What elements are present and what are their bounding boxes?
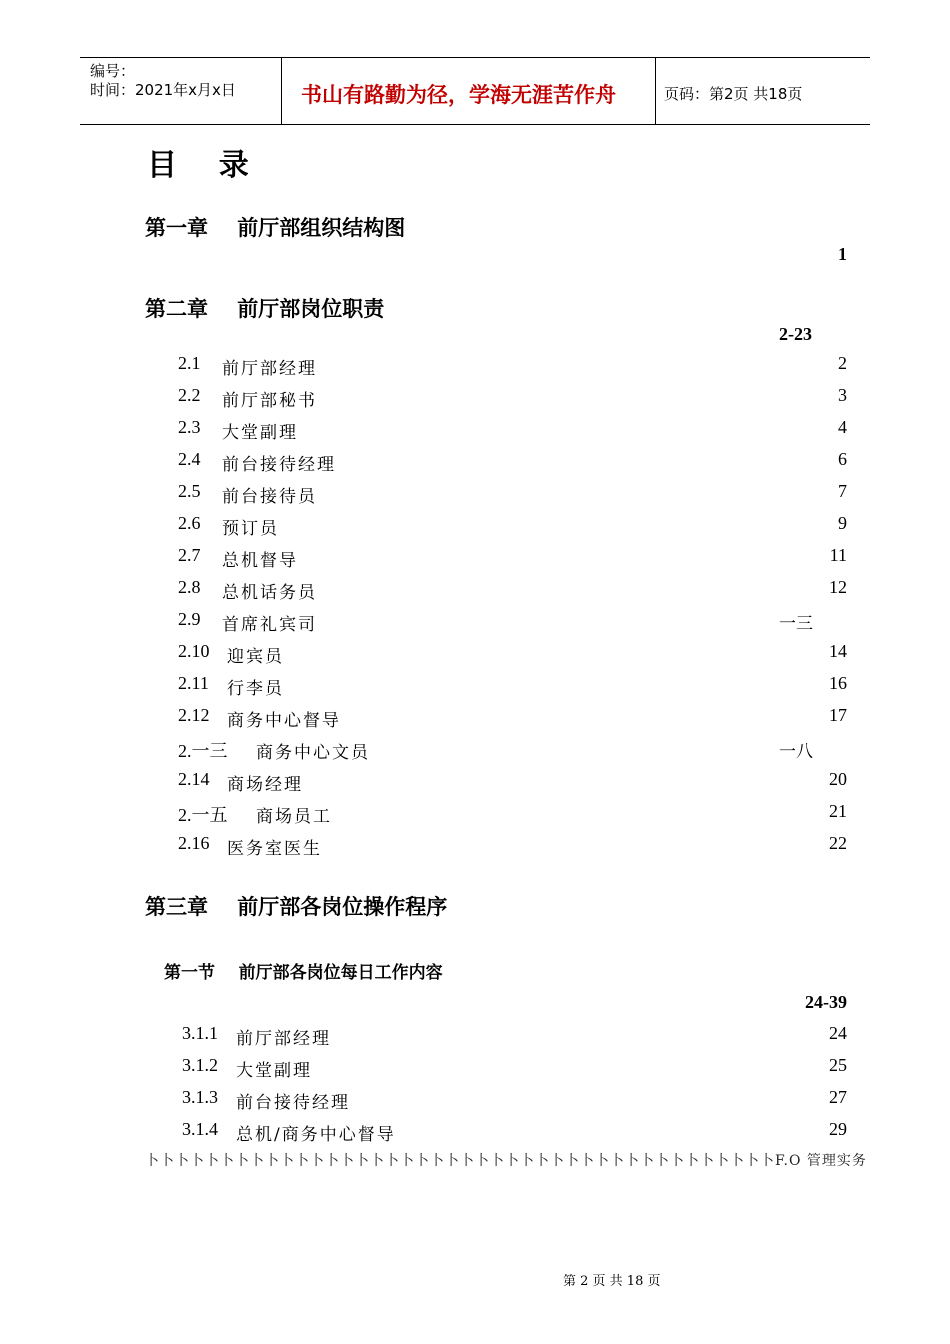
toc-entry-number: 2.一五 [178, 805, 228, 825]
toc-entry-label: 商场员工 [256, 807, 332, 827]
toc-entry-number: 2.14 [178, 769, 210, 789]
toc-entry-number: 2.一三 [178, 741, 228, 761]
header-page-info: 页码：第2页 共18页 [664, 85, 803, 103]
toc-entry-number: 2.1 [178, 353, 201, 373]
toc-entry-number: 2.10 [178, 641, 210, 661]
toc-entry-label: 总机/商务中心督导 [236, 1125, 396, 1145]
toc-entry-number: 2.5 [178, 481, 201, 501]
toc-entry-number: 3.1.1 [182, 1023, 218, 1043]
toc-entry-number: 3.1.4 [182, 1119, 218, 1139]
toc-entry-label: 商务中心督导 [227, 711, 341, 731]
chapter-1-page: 1 [838, 244, 847, 264]
toc-entry-page: 12 [829, 577, 847, 597]
toc-entry-page: 3 [838, 385, 847, 405]
toc-entry-label: 前厅部经理 [222, 359, 317, 379]
toc-entry-page: 21 [829, 801, 847, 821]
toc-entry-number: 2.11 [178, 673, 209, 693]
header-top-border [80, 57, 870, 58]
chapter-1-title: 第一章 前厅部组织结构图 [145, 215, 406, 240]
toc-entry-label: 前台接待经理 [236, 1093, 350, 1113]
toc-entry-page: 14 [829, 641, 847, 661]
toc-entry-number: 2.7 [178, 545, 201, 565]
toc-entry-page: 7 [838, 481, 847, 501]
toc-entry-page: 25 [829, 1055, 847, 1075]
toc-entry-label: 前台接待员 [222, 487, 317, 507]
toc-entry-page: 11 [829, 545, 847, 565]
chapter-2-range: 2-23 [779, 324, 812, 344]
toc-entry-page: 9 [838, 513, 847, 533]
toc-entry-label: 前厅部经理 [236, 1029, 331, 1049]
toc-title: 目 录 [147, 148, 249, 183]
doc-number-label: 编号： [90, 62, 136, 80]
toc-entry-label: 大堂副理 [222, 423, 298, 443]
toc-entry-label: 首席礼宾司 [222, 615, 317, 635]
toc-entry-label: 前台接待经理 [222, 455, 336, 475]
toc-entry-number: 2.2 [178, 385, 201, 405]
header-divider [655, 57, 656, 125]
toc-entry-label: 总机话务员 [222, 583, 317, 603]
section-3-1-range: 24-39 [805, 992, 847, 1012]
chapter-3-title: 第三章 前厅部各岗位操作程序 [145, 894, 448, 919]
toc-entry-page: 6 [838, 449, 847, 469]
toc-entry-page: 22 [829, 833, 847, 853]
toc-entry-label: 商场经理 [227, 775, 303, 795]
dotted-leader-line: 卜卜卜卜卜卜卜卜卜卜卜卜卜卜卜卜卜卜卜卜卜卜卜卜卜卜卜卜卜卜卜卜卜卜卜卜卜卜卜卜卜卜F.O 管理实务 [145, 1153, 867, 1169]
toc-entry-number: 2.12 [178, 705, 210, 725]
toc-entry-label: 总机督导 [222, 551, 298, 571]
doc-time-label: 时间：2021年x月x日 [90, 81, 236, 99]
toc-entry-number: 2.3 [178, 417, 201, 437]
header-bottom-border [80, 124, 870, 125]
toc-entry-label: 大堂副理 [236, 1061, 312, 1081]
toc-entry-page: 24 [829, 1023, 847, 1043]
toc-entry-page: 一三 [779, 614, 813, 634]
toc-entry-number: 2.6 [178, 513, 201, 533]
toc-entry-page: 27 [829, 1087, 847, 1107]
toc-entry-page: 17 [829, 705, 847, 725]
toc-entry-number: 2.16 [178, 833, 210, 853]
page-footer: 第 2 页 共 18 页 [563, 1274, 661, 1289]
toc-entry-label: 迎宾员 [227, 647, 284, 667]
toc-entry-number: 3.1.3 [182, 1087, 218, 1107]
toc-entry-page: 2 [838, 353, 847, 373]
toc-entry-page: 16 [829, 673, 847, 693]
toc-entry-page: 4 [838, 417, 847, 437]
toc-entry-page: 20 [829, 769, 847, 789]
section-3-1-title: 第一节 前厅部各岗位每日工作内容 [164, 963, 443, 983]
header-divider [281, 57, 282, 125]
toc-entry-number: 2.4 [178, 449, 201, 469]
toc-entry-number: 2.8 [178, 577, 201, 597]
header-motto: 书山有路勤为径，学海无涯苦作舟 [301, 83, 616, 107]
toc-entry-label: 行李员 [227, 679, 284, 699]
toc-entry-label: 前厅部秘书 [222, 391, 317, 411]
toc-entry-label: 医务室医生 [227, 839, 322, 859]
toc-entry-page: 一八 [779, 742, 813, 762]
toc-entry-number: 3.1.2 [182, 1055, 218, 1075]
toc-entry-label: 预订员 [222, 519, 279, 539]
toc-entry-number: 2.9 [178, 609, 201, 629]
toc-entry-label: 商务中心文员 [256, 743, 370, 763]
chapter-2-title: 第二章 前厅部岗位职责 [145, 296, 385, 321]
toc-entry-page: 29 [829, 1119, 847, 1139]
